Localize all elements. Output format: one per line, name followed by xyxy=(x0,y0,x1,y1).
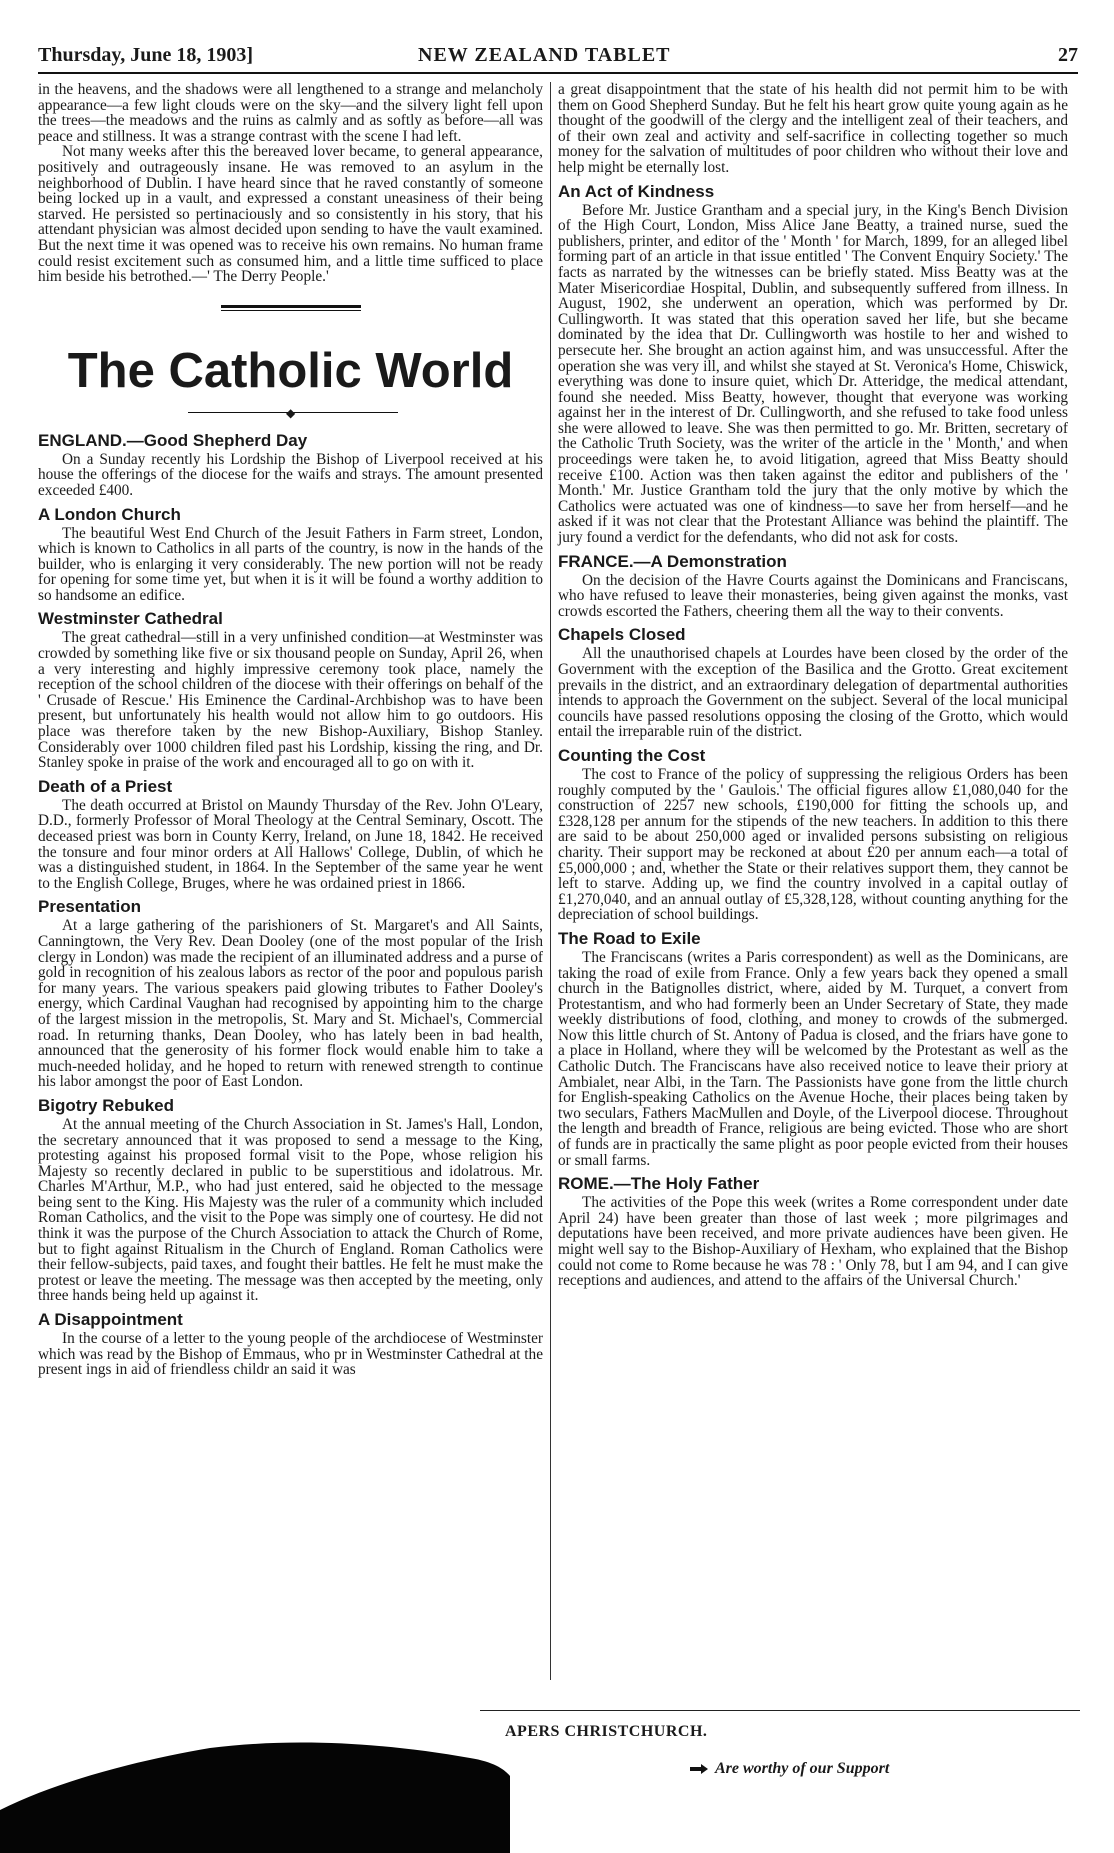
article-heading: ROME.—The Holy Father xyxy=(558,1174,760,1194)
article-text: The beautiful West End Church of the Jesuit Fathers in Farm street, London, which is known to Catholics in all parts of the country, is now in the hands of the builder, who is enlarging it very considerably. The new portion will not be ready for opening for some time yet, but when it is it will be found a worthy addition to so handsome an edifice. xyxy=(38,524,543,604)
section-title: The Catholic World xyxy=(67,343,514,398)
continued-paragraph: a great disappointment that the state of his health did not permit him to be with them on Good Shepherd Sunday. But he felt his heart grow quite young again as he thought of the goodwill of the clergy and the intelligent zeal of their teachers, and of their own zeal and activity and self-sacrifice in collecting together so much money for the salvation of multitudes of poor children who without their love and help might be eternally lost. xyxy=(558,81,1068,176)
article-heading: FRANCE.—A Demonstration xyxy=(558,551,787,571)
article-text: On a Sunday recently his Lordship the Bishop of Liverpool received at his house the offerings of the diocese for the waifs and strays. The amount presented exceeded £400. xyxy=(38,450,543,499)
article-text: The Franciscans (writes a Paris correspondent) as well as the Dominicans, are taking the road of exile from France. Only a few years back they opened a small church in the Batignolles district, where, aided by M. Turquet, a convert from Protestantism, and who had formerly been an Under Secretary of State, they made weekly distributions of food, clothing, and money to crowds of the submerged. Now this little church of St. Antony of Padua is closed, and the friars have gone to a place in Holland, where they will be welcomed by the Protestant as well as the Catholic Dutch. The Franciscans have also received notice to leave their priory at Ambialet, near Albi, in the Tarn. The Passionists have gone from the little church for English-speaking Catholics on the Avenue Hoche, their places being taken by two seculars, Fathers MacMullen and Doyle, of the Liverpool diocese. Throughout the length and breadth of France, religious are being evicted. Those who are short of funds are in practically the same plight as poor people evicted from their houses or small farms. xyxy=(558,948,1068,1169)
footer-advert-line: APERS CHRISTCHURCH. xyxy=(505,1723,708,1740)
article-text: Before Mr. Justice Grantham and a special jury, in the King's Bench Division of the High Court, London, Miss Alice Jane Beatty, a trained nurse, sued the publishers, printer, and editor of the ' Month ' for March, 1899, for an alleged libel forming part of an article in that issue entitled ' The Convent Enquiry Society.' The facts as narrated by the witnesses can be briefly stated. Miss Beatty was at the Mater Misericordiae Hospital, Dublin, and subsequently suffered from illness. In August, 1902, she underwent an operation, which was performed by Dr. Cullingworth. It was stated that this operation saved her life, but she became dominated by the idea that Dr. Cullingworth was hostile to her and wished to persecute her. She brought an action against him, and was unsuccessful. After the operation she was very ill, and whilst she stayed at St. Veronica's Home, Chiswick, everything was done to insure quiet, which Dr. Atteridge, the medical attendant, found she needed. Miss Beatty, however, thought that everyone was working against her in the interest of Dr. Cullingworth, and she refused to take food unless she were allowed to leave. She was then permitted to go. Mr. Britten, secretary of the Catholic Truth Society, was the writer of the article in the ' Month,' and when proceedings were taken he, to avoid litigation, agreed that Miss Beatty should receive £100. Action was then taken against the editor and publishers of the ' Month.' Mr. Justice Grantham told the jury that the only motive by which the Catholics were actuated was one of kindness—to save her from herself—and he asked if it was not clear that the Protestant Alliance was behind the plaintiff. The jury found a verdict for the defendants, who did not ask for costs. xyxy=(558,201,1068,547)
article-text: On the decision of the Havre Courts against the Dominicans and Franciscans, who have refused to leave their monasteries, being given against the monks, vast crowds escorted the Fathers, cheering them all the way to their convents. xyxy=(558,571,1068,620)
article-heading: Death of a Priest xyxy=(38,776,173,796)
article-heading: Chapels Closed xyxy=(558,625,686,645)
article-heading: Bigotry Rebuked xyxy=(38,1095,175,1115)
article-text: The great cathedral—still in a very unfinished condition—at Westminster was crowded by something like five or six thousand people on Sunday, April 26, when a very interesting and highly impressive ceremony took place, namely the reception of the school children of the diocese with their offerings on behalf of the ' Crusade of Rescue.' His Eminence the Cardinal-Archbishop was to have been present, but unfortunately his health would not allow him to go outdoors. His place was therefore taken by the new Bishop-Auxiliary, Bishop Stanley. Considerably over 1000 children filed past his Lordship, kissing the ring, and Dr. Stanley spoke in praise of the work and encouraged all to go on with it. xyxy=(38,629,543,772)
article-heading: A London Church xyxy=(38,504,181,524)
page-number: 27 xyxy=(1058,44,1078,66)
article-heading: Presentation xyxy=(38,897,141,917)
intro-paragraph-2: Not many weeks after this the bereaved lover became, to general appearance, positively and outrageously insane. He was removed to an asylum in the neighborhood of Dublin. I have heard since that he raved constantly of someone being locked up in a vault, and expressed a constant uneasiness of their being starved. He persisted so pertinaciously and so consistently in his story, that his attendant physician was almost decided upon sending to have the vault examined. But the next time it was opened was to receive his own remains. No human frame could resist excitement such as consumed him, and a little time sufficed to place him beside his betrothed.—' The Derry People.' xyxy=(38,143,543,286)
running-header xyxy=(38,44,1078,70)
footer-slogan: Are worthy of our Support xyxy=(715,1760,890,1777)
column-rule xyxy=(550,82,551,1680)
torn-page-shadow xyxy=(0,1740,510,1853)
article-text: The death occurred at Bristol on Maundy Thursday of the Rev. John O'Leary, D.D., formerly Professor of Moral Theology at the Central Seminary, Oscott. The deceased priest was born in County Kerry, Ireland, on June 18, 1842. He received the tonsure and four minor orders at All Hallows' College, Dublin, of which he was a distinguished student, in 1864. In the September of the same year he went to the English College, Bruges, where he was ordained priest in 1866. xyxy=(38,796,543,892)
header-date: Thursday, June 18, 1903] xyxy=(38,44,254,66)
article-text: At a large gathering of the parishioners of St. Margaret's and All Saints, Canningtown, the Very Rev. Dean Dooley (one of the most popular of the Irish clergy in London) was made the recipient of an illuminated address and a purse of gold in recognition of his zealous labors as rector of the poor and populous parish for many years. The various speakers paid glowing tributes to Father Dooley's energy, which Cardinal Vaughan had recognised by appointing him to the charge of the largest mission in the metropolis, St. Mary and St. Michael's, Commercial road. In returning thanks, Dean Dooley, who has lately been in bad health, announced that the generosity of his former flock would enable him to take a much-needed holiday, and he hoped to return with renewed strength to continue his labor amongst the poor of East London. xyxy=(38,917,543,1091)
article-heading: Counting the Cost xyxy=(558,745,706,765)
article-text: All the unauthorised chapels at Lourdes have been closed by the order of the Government with the exception of the Basilica and the Grotto. Great excitement prevails in the district, and an extraordinary delegation of departmental authorities intends to approach the Government on the subject. Several of the local municipal councils have passed resolutions opposing the closing of the Grotto, which would entail the irreparable ruin of the district. xyxy=(558,645,1068,741)
ornament-divider: ◆ xyxy=(38,407,543,419)
footer-rule xyxy=(480,1710,1080,1711)
article-text: In the course of a letter to the young people of the archdiocese of Westminster which was read by the Bishop of Emmaus, who pr in Westminster Cathedral at the present ings in aid of friendless childr an said it was xyxy=(38,1330,543,1379)
right-column xyxy=(558,82,1068,1289)
double-rule xyxy=(221,305,361,311)
intro-paragraph-1: in the heavens, and the shadows were all lengthened to a strange and melancholy appearance—a few light clouds were on the sky—and the silvery light fell upon the trees—the meadows and the ruins as calmly and as softly as before—all was peace and stillness. It was a strange contrast with the scene I had left. xyxy=(38,81,543,145)
header-rule xyxy=(38,72,1078,74)
pointing-hand-icon xyxy=(690,1764,708,1774)
left-column xyxy=(38,82,543,1378)
article-heading: A Disappointment xyxy=(38,1310,183,1330)
article-text: The activities of the Pope this week (writes a Rome correspondent under date April 24) have been greater than those of last week ; more pilgrimages and deputations have been received, and more private audiences have been given. He might well say to the Bishop-Auxiliary of Hexham, who explained that the Bishop could not come to Rome because he was 78 : ' Only 78, but I am 94, and I can give receptions and audiences, and attend to the affairs of the Universal Church.' xyxy=(558,1194,1068,1290)
article-text: At the annual meeting of the Church Association in St. James's Hall, London, the secretary announced that it was proposed to send a message to the King, protesting against his proposed formal visit to the Pope, whose religion his Majesty so recently declared in public to be superstitious and idolatrous. Mr. Charles M'Arthur, M.P., who had just entered, said he objected to the message being sent to the King. His Majesty was the ruler of a community which included Roman Catholics, and the visit to the Pope was simply one of courtesy. He did not think it was the purpose of the Church Association to attack the Church of Rome, but to fight against Ritualism in the Church of England. Roman Catholics were their fellow-subjects, paid taxes, and fought their battles. He felt he must make the protest or leave the meeting. The message was then accepted by the meeting, only three hands being held up against it. xyxy=(38,1115,543,1305)
article-heading: The Road to Exile xyxy=(558,928,701,948)
article-heading: Westminster Cathedral xyxy=(38,609,223,629)
article-text: The cost to France of the policy of suppressing the religious Orders has been roughly computed by the ' Gaulois.' The official figures allow £1,080,040 for the construction of 2257 new schools, £190,000 for fitting the schools up, and £328,128 per annum for the stipends of the new teachers. In addition to this there are said to be about 250,000 aged or invalided persons subsisting on religious charity. Their support may be reckoned at about £20 per annum each—a total of £5,000,000 ; and, whether the State or their relatives support them, they cannot be left to starve. Adding up, we find the country involved in a capital outlay of £1,270,040, and an annual outlay of £5,328,128, without counting anything for the depreciation of school buildings. xyxy=(558,765,1068,924)
article-heading: ENGLAND.—Good Shepherd Day xyxy=(38,430,308,450)
article-heading: An Act of Kindness xyxy=(558,181,715,201)
header-title: NEW ZEALAND TABLET xyxy=(418,44,671,66)
